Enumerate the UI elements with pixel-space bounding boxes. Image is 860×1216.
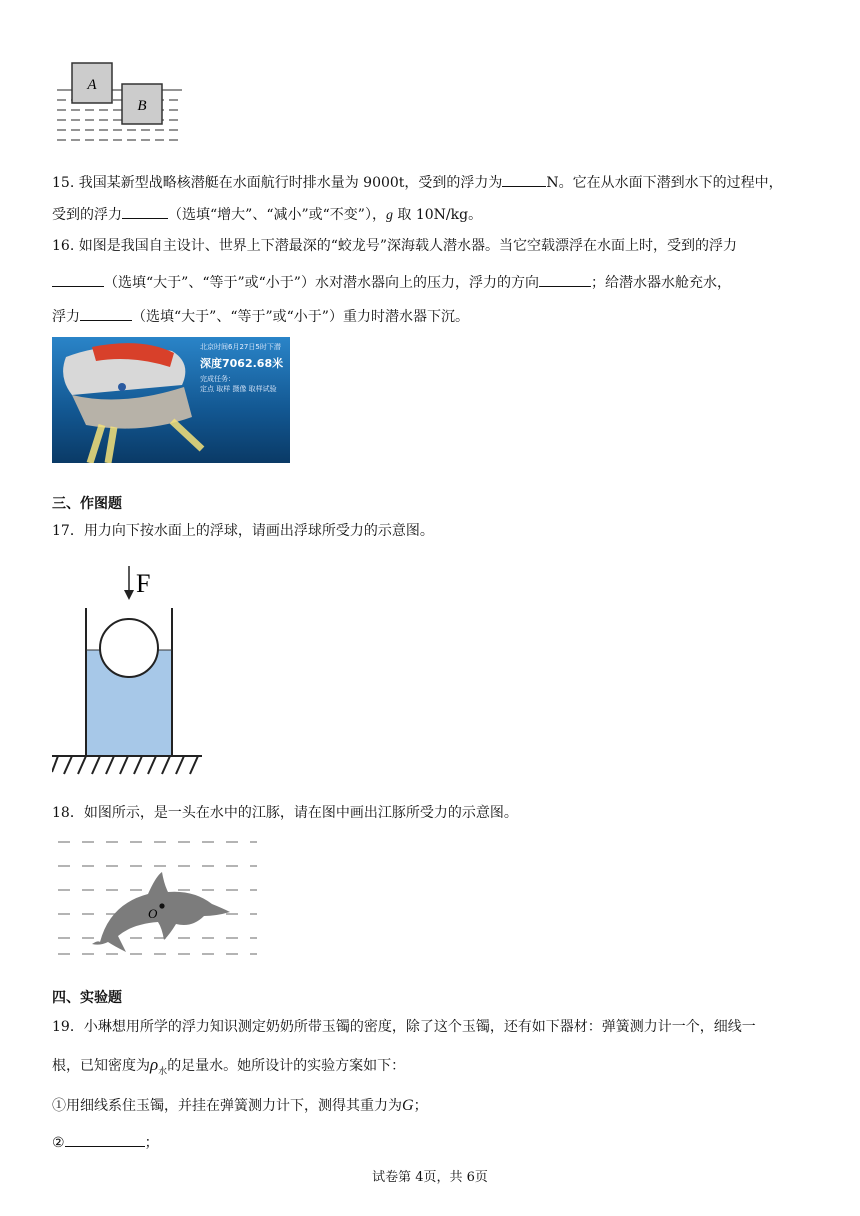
q16-blank3[interactable] (80, 306, 132, 321)
page-footer: 试卷第 4页，共 6页 (372, 1170, 488, 1185)
q18-text: 18．如图所示，是一头在水中的江豚，请在图中画出江豚所受力的示意图。 (52, 805, 518, 821)
photo-caption-4: 定点 取样 摄像 取样试验 (200, 385, 277, 393)
ball-in-container-figure (52, 562, 212, 778)
section-4-title: 四、实验题 (52, 990, 122, 1006)
q19-step2: ② ； (52, 1132, 159, 1153)
photo-caption-2: 深度7062.68米 (200, 357, 284, 370)
submersible-photo (52, 337, 290, 463)
q19-line1: 19．小琳想用所学的浮力知识测定奶奶所带玉镯的密度，除了这个玉镯，还有如下器材：弹簧测力计一个，细线一 (52, 1019, 756, 1035)
q16-line2: （选填“大于”、“等于”或“小于”）水对潜水器向上的压力，浮力的方向 ；给潜水器水舱充水， (52, 272, 731, 293)
q16-blank1[interactable] (52, 272, 104, 287)
block-a-label: A (87, 77, 97, 93)
force-f-label: F (136, 569, 151, 598)
point-o-label: O (148, 906, 158, 921)
photo-caption-3: 完成任务： (200, 375, 235, 383)
q17-text: 17．用力向下按水面上的浮球，请画出浮球所受力的示意图。 (52, 523, 434, 539)
dolphin-figure (52, 832, 262, 962)
q16-line3: 浮力 （选填“大于”、“等于”或“小于”）重力时潜水器下沉。 (52, 306, 469, 327)
q19-step1: ①用细线系住玉镯，并挂在弹簧测力计下，测得其重力为G； (52, 1097, 428, 1114)
q16-blank2[interactable] (539, 272, 591, 287)
block-b-label: B (137, 98, 147, 114)
q16-line1: 16. 如图是我国自主设计、世界上下潜最深的“蛟龙号”深海载人潜水器。当它空载漂浮在水面上时，受到的浮力 (52, 238, 738, 254)
floating-blocks-figure (52, 60, 192, 150)
q15-blank1[interactable] (502, 172, 546, 187)
q15-blank2[interactable] (122, 204, 168, 219)
q15-line1: 15. 我国某新型战略核潜艇在水面航行时排水量为 9000t，受到的浮力为 N。它在从水面下潜到水下的过程中， (52, 172, 783, 193)
q19-blank[interactable] (65, 1132, 145, 1147)
q19-line2: 根，已知密度为$\rho_水$的足量水。她所设计的实验方案如下： (52, 1055, 406, 1077)
section-3-title: 三、作图题 (52, 496, 122, 512)
photo-caption-1: 北京时间6月27日5时下潜 (200, 343, 281, 351)
q15-line2: 受到的浮力 （选填“增大”、“减小”或“不变”），g 取 10N/kg。 (52, 204, 482, 226)
